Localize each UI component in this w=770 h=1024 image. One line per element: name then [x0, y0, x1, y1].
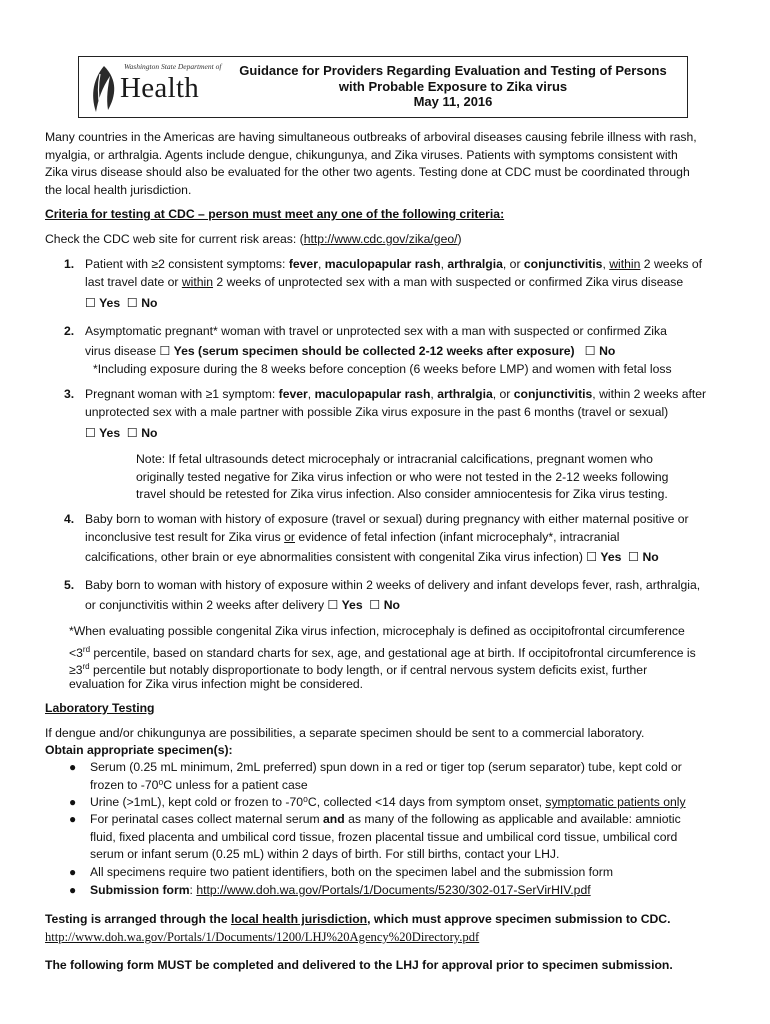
congenital-line-3: ≥3rd percentile but notably disproportionate to body length, or if central nervous system deficits exist, further: [69, 662, 648, 678]
item-5-line-1: Baby born to woman with history of exposure within 2 weeks of delivery and infant develops fever, rash, arthralgia,: [85, 578, 701, 592]
item-4-line-1: Baby born to woman with history of exposure (travel or sexual) during pregnancy with either maternal positive or: [85, 512, 689, 526]
item-2-line-2: virus disease ☐ Yes (serum specimen should be collected 2-12 weeks after exposure) ☐ No: [85, 344, 616, 358]
item-3-note-1: Note: If fetal ultrasounds detect microcephaly or intracranial calcifications, pregnant women who: [136, 452, 653, 466]
bullet-icon: ●: [69, 795, 77, 809]
item-5-no-checkbox[interactable]: ☐ No: [369, 598, 400, 612]
intro-line-2: myalgia, or arthralgia. Agents include dengue, chikungunya, and Zika viruses. Patients with symptoms consistent with: [45, 147, 678, 162]
intro-line-1: Many countries in the Americas are having simultaneous outbreaks of arboviral diseases causing febrile illness with rash,: [45, 130, 697, 144]
item-1-no-checkbox[interactable]: ☐ No: [126, 296, 158, 310]
title-line-2: with Probable Exposure to Zika virus: [338, 78, 568, 94]
item-2-yes-checkbox[interactable]: ☐ Yes (serum specimen should be collected 2-12 weeks after exposure): [159, 344, 575, 358]
item-1-yes-checkbox[interactable]: ☐ Yes: [85, 296, 121, 310]
bullet-icon: ●: [69, 883, 77, 897]
item-2-line-1: Asymptomatic pregnant* woman with travel or unprotected sex with a man with suspected or confirmed Zika: [85, 324, 667, 338]
congenital-line-4: evaluation for Zika virus infection might be considered.: [69, 676, 364, 691]
bullet-icon: ●: [69, 812, 77, 826]
intro-line-4: the local health jurisdiction.: [45, 182, 192, 197]
submission-form-link[interactable]: http://www.doh.wa.gov/Portals/1/Documents/5230/302-017-SerVirHIV.pdf: [196, 882, 591, 897]
item-4-number: 4.: [64, 512, 75, 526]
item-4-line-2: inconclusive test result for Zika virus or evidence of fetal infection (infant microcephaly*, intracranial: [85, 529, 620, 544]
criteria-check-line: Check the CDC web site for current risk areas: (http://www.cdc.gov/zika/geo/): [45, 232, 462, 246]
doh-logo: [84, 60, 222, 115]
item-1-line-1: Patient with ≥2 consistent symptoms: fever, maculopapular rash, arthralgia, or conjunctivitis, within 2 weeks of: [85, 257, 703, 271]
lab-bullet-4: All specimens require two patient identifiers, both on the specimen label and the submission form: [90, 865, 613, 879]
lab-bullet-2: Urine (>1mL), kept cold or frozen to -70⁰C, collected <14 days from symptom onset, symptomatic patients only: [90, 795, 686, 809]
item-2-number: 2.: [64, 324, 75, 338]
item-4-line-3: calcifications, other brain or eye abnormalities consistent with congenital Zika virus infection) ☐ Yes ☐ No: [85, 550, 659, 564]
bullet-icon: ●: [69, 760, 77, 774]
criteria-heading: Criteria for testing at CDC – person must meet any one of the following criteria:: [45, 207, 505, 221]
logo-dept-text: Washington State Department of: [124, 62, 222, 71]
bullet-icon: ●: [69, 865, 77, 879]
item-3-number: 3.: [64, 387, 75, 401]
footer-final-line: The following form MUST be completed and delivered to the LHJ for approval prior to specimen submission.: [45, 958, 673, 972]
item-5-number: 5.: [64, 578, 75, 592]
item-3-checkboxes: [85, 425, 157, 442]
lab-bullet-1-line-2: frozen to -70⁰C unless for a patient case: [90, 777, 308, 792]
cdc-zika-geo-link[interactable]: http://www.cdc.gov/zika/geo/: [303, 232, 458, 246]
item-5-line-2: or conjunctivitis within 2 weeks after delivery ☐ Yes ☐ No: [85, 598, 400, 612]
lab-bullet-3-line-2: fluid, fixed placenta and umbilical cord tissue, frozen placental tissue and umbilical cord tissue, umbilical cord: [90, 829, 678, 844]
item-1-number: 1.: [64, 257, 75, 271]
item-3-note-3: travel should be retested for Zika virus infection. Also consider amniocentesis for Zika virus testing.: [136, 487, 668, 501]
title-date: May 11, 2016: [413, 94, 493, 110]
intro-line-3: Zika virus disease should also be evaluated for the other two agents. Testing done at CDC must be coordinated through: [45, 165, 690, 179]
leaf-logo-icon: [86, 64, 122, 114]
lab-bullet-3-line-3: serum or infant serum (0.25 mL) within 2 days of birth. For still births, contact your LHJ.: [90, 847, 560, 861]
item-1-line-2: last travel date or within 2 weeks of unprotected sex with a man with suspected or confirmed Zika virus disease: [85, 274, 684, 289]
page-title: [218, 63, 688, 110]
item-3-yes-checkbox[interactable]: ☐ Yes: [85, 426, 121, 440]
title-line-1: Guidance for Providers Regarding Evaluation and Testing of Persons: [239, 63, 667, 78]
footer-testing-line: Testing is arranged through the local health jurisdiction, which must approve specimen submission to CDC.: [45, 912, 671, 926]
logo-health-text: Health: [120, 72, 200, 104]
item-3-note-2: originally tested negative for Zika virus infection or who were not tested in the 2-12 weeks following: [136, 469, 669, 484]
item-3-no-checkbox[interactable]: ☐ No: [126, 426, 158, 440]
item-3-line-1: Pregnant woman with ≥1 symptom: fever, maculopapular rash, arthralgia, or conjunctivitis, within 2 weeks after: [85, 387, 707, 401]
lab-bullet-3-line-1: For perinatal cases collect maternal serum and as many of the following as applicable and available: amniotic: [90, 812, 681, 826]
item-3-line-2: unprotected sex with a male partner with possible Zika virus exposure in the past 6 months (travel or sexual): [85, 404, 669, 419]
item-4-no-checkbox[interactable]: ☐ No: [628, 550, 659, 564]
lab-heading: Laboratory Testing: [45, 701, 155, 715]
congenital-line-1: *When evaluating possible congenital Zika virus infection, microcephaly is defined as occipitofrontal circumference: [69, 624, 685, 638]
congenital-line-2: <3rd percentile, based on standard charts for sex, age, and gestational age at birth. If occipitofrontal circumference is: [69, 644, 696, 660]
lhj-directory-link[interactable]: http://www.doh.wa.gov/Portals/1/Documents/1200/LHJ%20Agency%20Directory.pdf: [45, 930, 480, 944]
item-2-line-3: *Including exposure during the 8 weeks before conception (6 weeks before LMP) and women with fetal loss: [93, 362, 672, 376]
lab-obtain: Obtain appropriate specimen(s):: [45, 743, 233, 757]
item-1-checkboxes: [85, 295, 157, 312]
lab-bullet-5: Submission form: http://www.doh.wa.gov/Portals/1/Documents/5230/302-017-SerVirHIV.pdf: [90, 882, 591, 897]
item-4-yes-checkbox[interactable]: ☐ Yes: [586, 550, 622, 564]
lab-line-1: If dengue and/or chikungunya are possibilities, a separate specimen should be sent to a commercial laboratory.: [45, 726, 645, 740]
item-5-yes-checkbox[interactable]: ☐ Yes: [327, 598, 363, 612]
lab-bullet-1-line-1: Serum (0.25 mL minimum, 2mL preferred) spun down in a red or tiger top (serum separator) tube, kept cold or: [90, 760, 682, 774]
item-2-no-checkbox[interactable]: ☐ No: [584, 344, 616, 358]
